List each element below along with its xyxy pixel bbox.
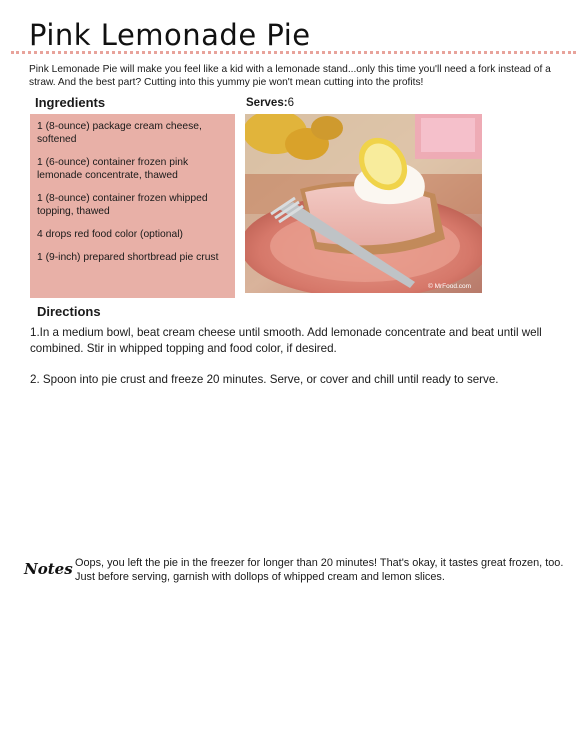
photo-watermark: © MrFood.com [428,283,472,290]
ingredients-heading: Ingredients [35,95,106,110]
serves-value: 6 [287,97,294,109]
dotted-divider [11,51,576,54]
ingredient-item: 1 (9-inch) prepared shortbread pie crust [37,252,219,263]
page-title: Pink Lemonade Pie [29,18,311,52]
serves-info [246,97,294,109]
ingredient-item: 1 (8-ounce) package cream cheese, softened [37,121,202,145]
ingredient-item: 1 (8-ounce) container frozen whipped topping, thawed [37,193,208,217]
intro-text: Pink Lemonade Pie will make you feel like a kid with a lemonade stand...only this time you'll need a fork instead of a straw. And the best part? Cutting into this yummy pie won't mean cutting into the profits! [29,64,551,88]
directions-heading: Directions [37,304,101,319]
directions-list [30,325,550,403]
ingredients-box [30,114,235,298]
serves-label: Serves: [246,97,288,109]
notes-label: Notes [24,560,73,578]
pie-photo [245,114,482,293]
ingredients-list [37,120,229,264]
ingredient-item: 4 drops red food color (optional) [37,229,183,240]
direction-step: 1.In a medium bowl, beat cream cheese until smooth. Add lemonade concentrate and beat until well combined. Stir in whipped topping and food color, if desired. [30,326,542,355]
ingredient-item: 1 (6-ounce) container frozen pink lemonade concentrate, thawed [37,157,189,181]
notes-text: Oops, you left the pie in the freezer for longer than 20 minutes! That's okay, it tastes great frozen, too. Just before serving, garnish with dollops of whipped cream and lemon slices. [75,557,564,583]
direction-step: 2. Spoon into pie crust and freeze 20 minutes. Serve, or cover and chill until ready to serve. [30,373,499,386]
